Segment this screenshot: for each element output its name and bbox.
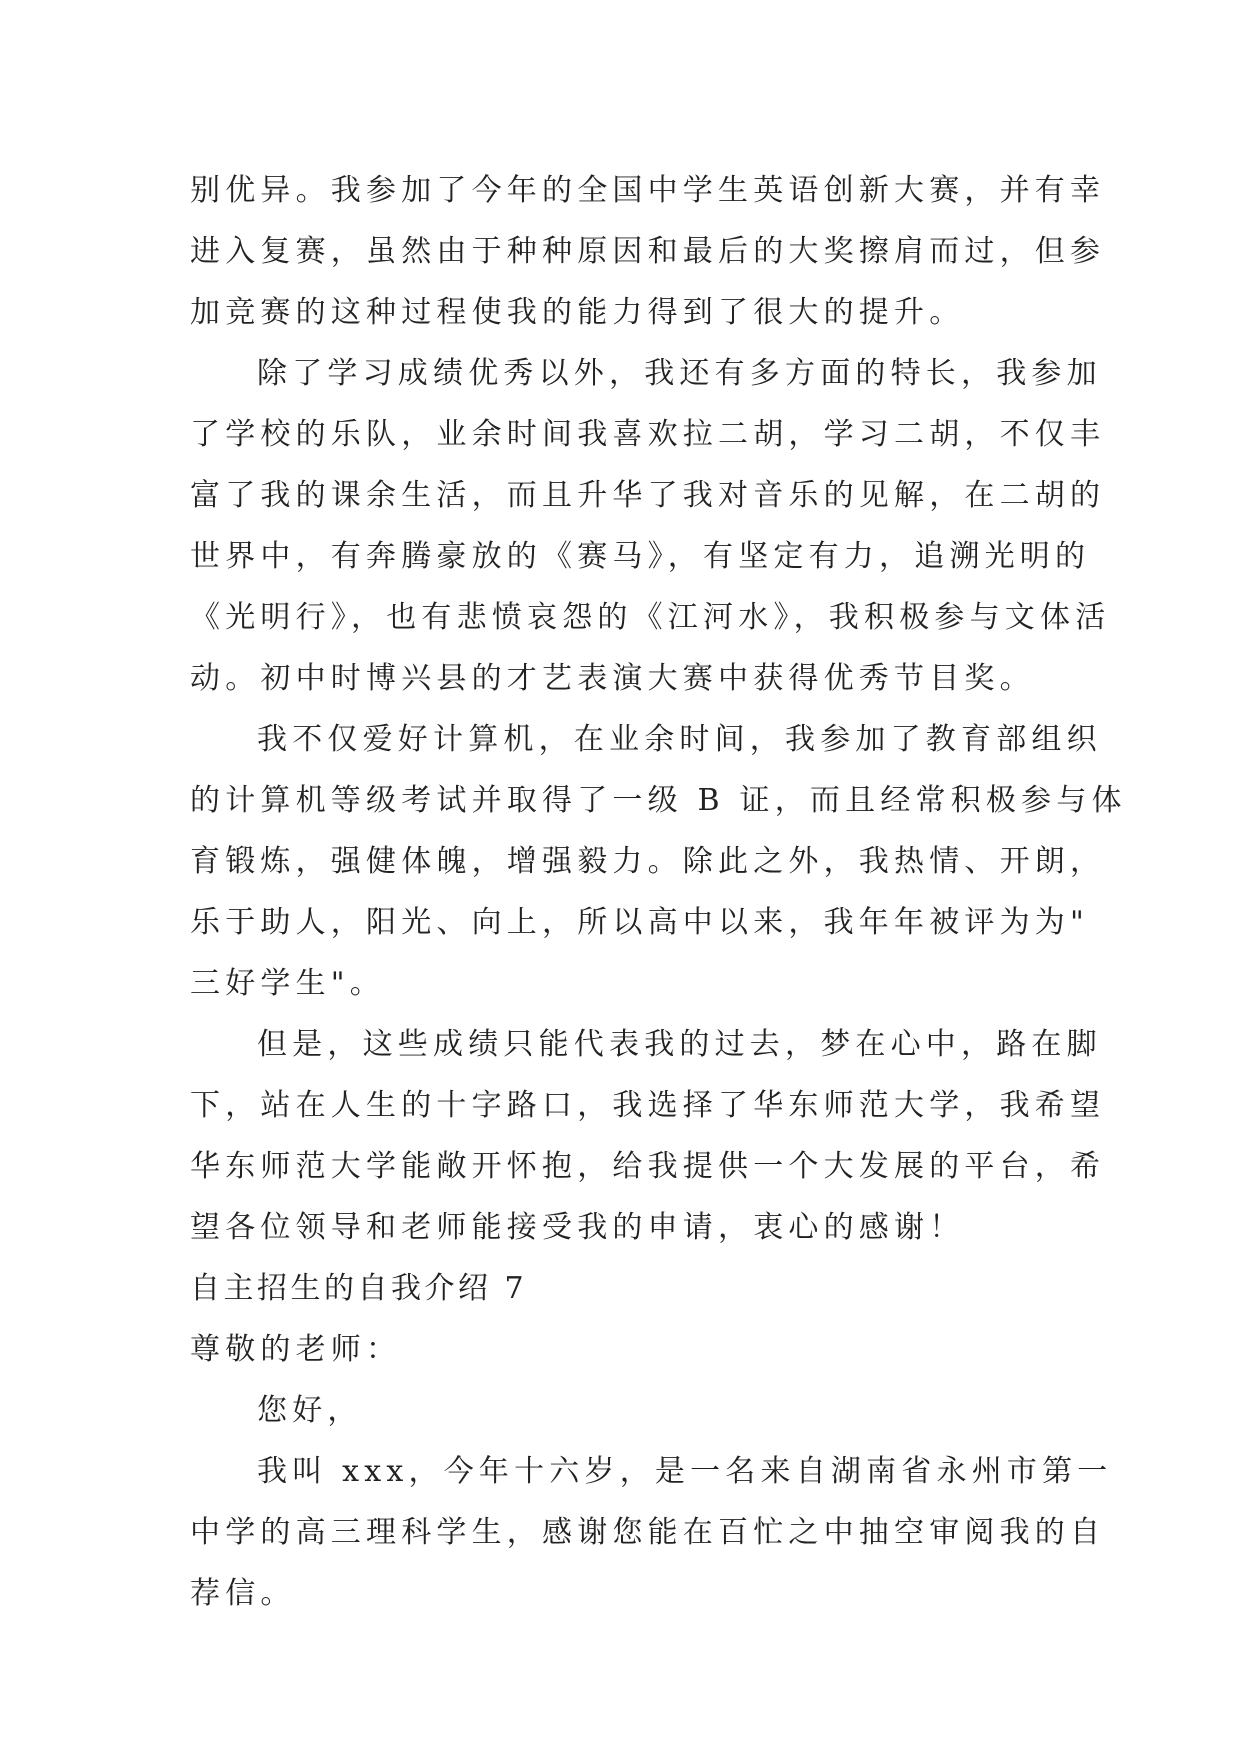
text-line: 了学校的乐队，业余时间我喜欢拉二胡，学习二胡，不仅丰 — [190, 417, 1106, 452]
text-line: 的计算机等级考试并取得了一级 B 证，而且经常积极参与体 — [190, 783, 1127, 818]
section-heading: 自主招生的自我介绍 7 — [190, 1271, 528, 1306]
paragraph-start-line: 除了学习成绩优秀以外，我还有多方面的特长，我参加 — [257, 356, 1102, 391]
salutation: 尊敬的老师： — [190, 1332, 402, 1367]
text-line: 乐于助人，阳光、向上，所以高中以来，我年年被评为为" — [190, 905, 1089, 940]
document-body — [190, 160, 1127, 1624]
text-line: 世界中，有奔腾豪放的《赛马》，有坚定有力，追溯光明的 — [190, 539, 1091, 574]
paragraph-start-line: 我不仅爱好计算机，在业余时间，我参加了教育部组织 — [257, 722, 1102, 757]
greeting: 您好， — [257, 1393, 363, 1428]
text-line: 进入复赛，虽然由于种种原因和最后的大奖擦肩而过，但参 — [190, 234, 1106, 269]
paragraph-start-line: 我叫 xxx，今年十六岁，是一名来自湖南省永州市第一 — [257, 1454, 1113, 1489]
text-line: 中学的高三理科学生，感谢您能在百忙之中抽空审阅我的自 — [190, 1515, 1106, 1550]
text-line: 动。初中时博兴县的才艺表演大赛中获得优秀节目奖。 — [190, 661, 1035, 696]
text-line: 加竞赛的这种过程使我的能力得到了很大的提升。 — [190, 295, 965, 330]
text-line: 下，站在人生的十字路口，我选择了华东师范大学，我希望 — [190, 1088, 1106, 1123]
paragraph-start-line: 但是，这些成绩只能代表我的过去，梦在心中，路在脚 — [257, 1027, 1102, 1062]
text-line: 华东师范大学能敞开怀抱，给我提供一个大发展的平台，希 — [190, 1149, 1106, 1184]
text-line: 《光明行》，也有悲愤哀怨的《江河水》，我积极参与文体活 — [190, 600, 1111, 635]
text-line: 望各位领导和老师能接受我的申请，衷心的感谢！ — [190, 1210, 965, 1245]
text-line: 富了我的课余生活，而且升华了我对音乐的见解，在二胡的 — [190, 478, 1106, 513]
text-line: 荐信。 — [190, 1576, 296, 1611]
text-line: 育锻炼，强健体魄，增强毅力。除此之外，我热情、开朗， — [190, 844, 1106, 879]
text-line: 三好学生"。 — [190, 966, 385, 1001]
text-line: 别优异。我参加了今年的全国中学生英语创新大赛，并有幸 — [190, 173, 1106, 208]
